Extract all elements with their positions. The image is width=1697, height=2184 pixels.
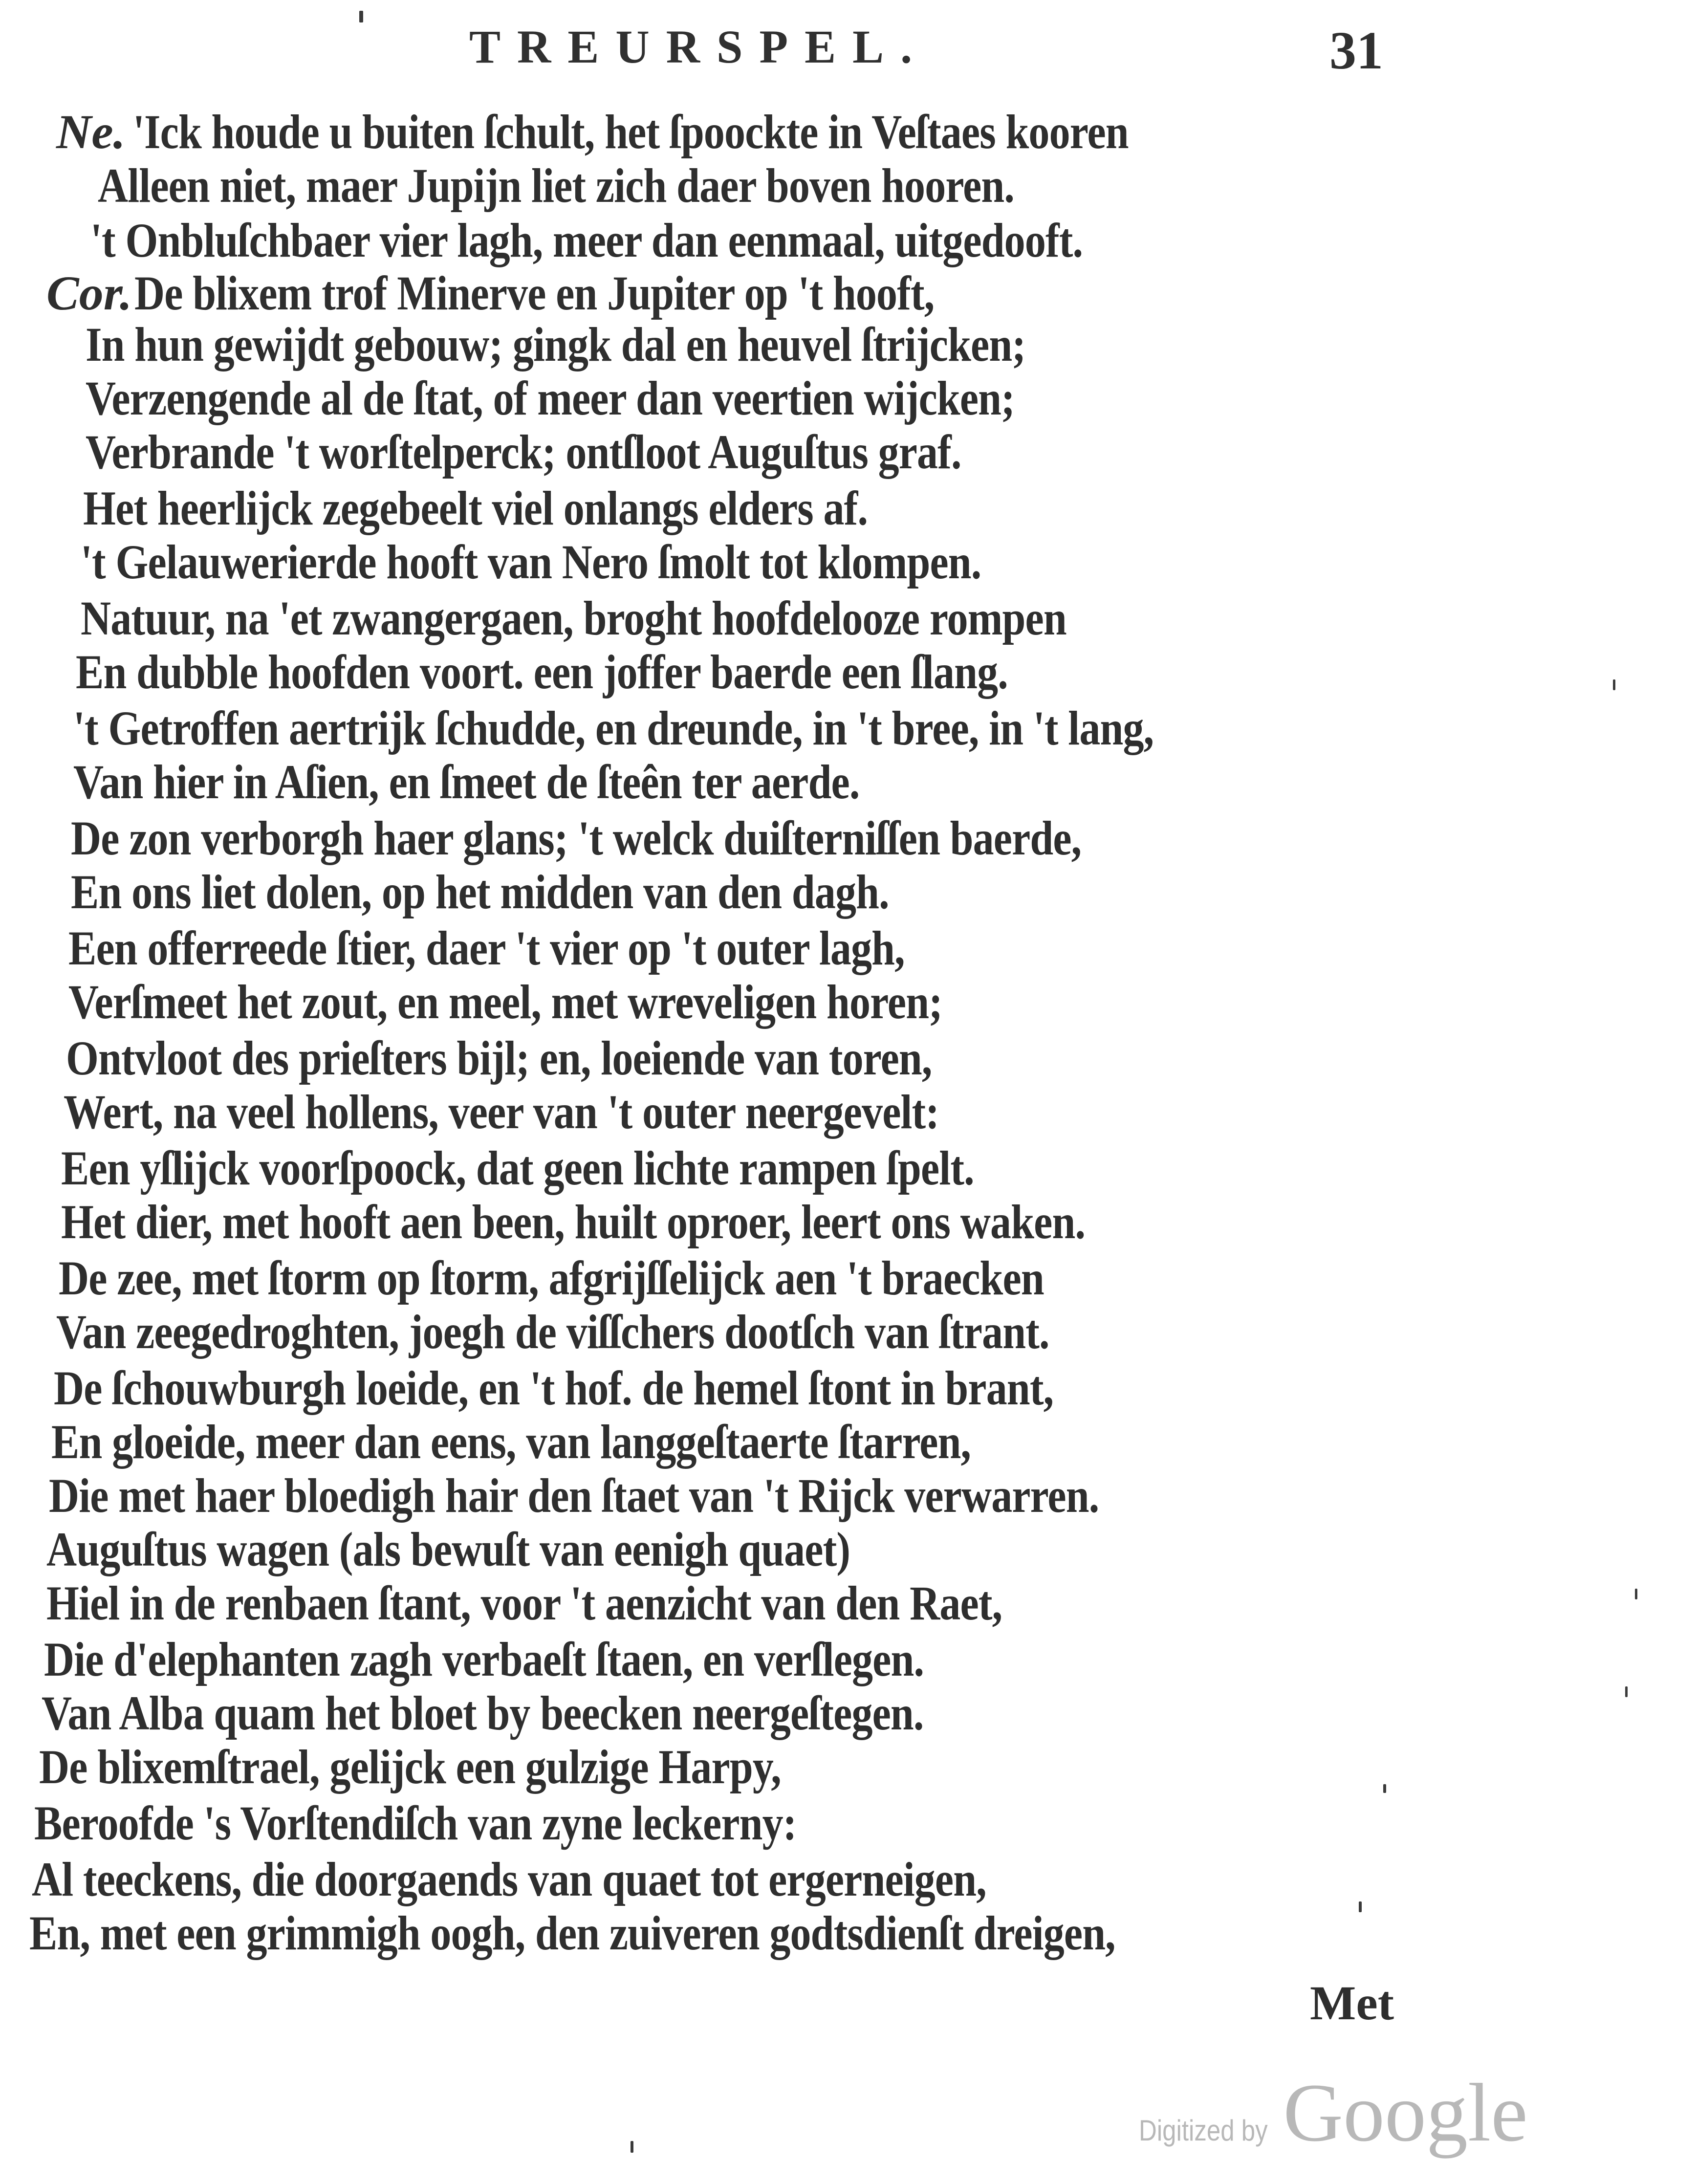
digitized-by-google-watermark: [1139, 2065, 1528, 2161]
verse-line: Verſmeet het zout, en meel, met wreveligen horen;: [68, 975, 942, 1029]
verse-line: Die met haer bloedigh hair den ſtaet van 't Rijck verwarren.: [49, 1468, 1099, 1523]
scan-speck: [1359, 1901, 1362, 1912]
verse-line: Het heerlijck zegebeelt viel onlangs elders af.: [83, 481, 868, 535]
verse-line: 't Onbluſchbaer vier lagh, meer dan eenmaal, uitgedooft.: [90, 213, 1083, 267]
verse-line: De zee, met ſtorm op ſtorm, afgrijſſelijck aen 't braecken: [59, 1251, 1044, 1305]
catchword: Met: [1310, 1976, 1394, 2030]
verse-line: Van Alba quam het bloet by beecken neergeſtegen.: [42, 1686, 924, 1740]
scan-speck: [1613, 679, 1615, 690]
verse-line: Wert, na veel hollens, veer van 't outer neergevelt:: [64, 1085, 939, 1139]
verse-line: Natuur, na 'et zwangergaen, broght hoofdelooze rompen: [81, 591, 1066, 645]
watermark-prefix: Digitized by: [1139, 2114, 1268, 2147]
page-number: 31: [1329, 21, 1383, 80]
verse-line: En gloeide, meer dan eens, van langgeſtaerte ſtarren,: [51, 1415, 971, 1469]
verse-line: Van hier in Aſien, en ſmeet de ſteên ter aerde.: [73, 755, 860, 809]
scan-speck: [1625, 1686, 1628, 1697]
verse-line: Een offerreede ſtier, daer 't vier op 't outer lagh,: [68, 921, 905, 975]
verse-line: De blixem trof Minerve en Jupiter op 't hooft,: [134, 266, 935, 320]
verse-line: Alleen niet, maer Jupijn liet zich daer boven hooren.: [98, 158, 1015, 213]
verse-line: De zon verborgh haer glans; 't welck duiſterniſſen baerde,: [71, 811, 1082, 865]
verse-line: Auguſtus wagen (als bewuſt van eenigh quaet): [46, 1522, 850, 1576]
google-logo-text: Google: [1283, 2067, 1528, 2159]
verse-line: Die d'elephanten zagh verbaeſt ſtaen, en verſlegen.: [44, 1632, 924, 1686]
verse-line: Verzengende al de ſtat, of meer dan veertien wijcken;: [86, 371, 1015, 425]
verse-line: Ontvloot des prieſters bijl; en, loeiende van toren,: [66, 1031, 932, 1085]
verse-line: Hiel in de renbaen ſtant, voor 't aenzicht van den Raet,: [46, 1576, 1002, 1630]
speaker-label-cor: Cor.: [46, 266, 132, 320]
verse-line: 't Getroffen aertrijk ſchudde, en dreunde, in 't bree, in 't lang,: [73, 701, 1154, 755]
scan-speck: [1383, 1784, 1386, 1793]
verse-line: 'Ick houde u buiten ſchult, het ſpoockte in Veſtaes kooren: [133, 105, 1129, 159]
verse-line: De blixemſtrael, gelijck een gulzige Harpy,: [39, 1740, 781, 1794]
running-head: TREURSPEL.: [469, 21, 929, 73]
verse-line: Een yſlijck voorſpoock, dat geen lichte rampen ſpelt.: [61, 1141, 974, 1195]
verse-line: En dubble hoofden voort. een joffer baerde een ſlang.: [76, 645, 1008, 699]
scan-speck: [1635, 1589, 1637, 1599]
speaker-label-ne: Ne.: [56, 105, 126, 159]
verse-line: Van zeegedroghten, joegh de viſſchers dootſch van ſtrant.: [56, 1305, 1049, 1359]
verse-line: Verbrande 't worſtelperck; ontſloot Auguſtus graf.: [86, 425, 961, 479]
verse-line: En, met een grimmigh oogh, den zuiveren godtsdienſt dreigen,: [29, 1906, 1115, 1960]
verse-line: 't Gelauwerierde hooft van Nero ſmolt tot klompen.: [81, 535, 981, 589]
verse-line: Al teeckens, die doorgaends van quaet tot ergerneigen,: [32, 1852, 986, 1906]
verse-line: En ons liet dolen, op het midden van den dagh.: [71, 865, 889, 919]
scan-speck: [631, 2141, 633, 2153]
verse-line: Beroofde 's Vorſtendiſch van zyne leckerny:: [34, 1796, 797, 1850]
verse-line: Het dier, met hooft aen been, huilt oproer, leert ons waken.: [61, 1195, 1086, 1249]
scan-speck: [359, 11, 363, 22]
verse-line: In hun gewijdt gebouw; gingk dal en heuvel ſtrijcken;: [86, 317, 1026, 371]
verse-line: De ſchouwburgh loeide, en 't hof. de hemel ſtont in brant,: [54, 1361, 1054, 1415]
